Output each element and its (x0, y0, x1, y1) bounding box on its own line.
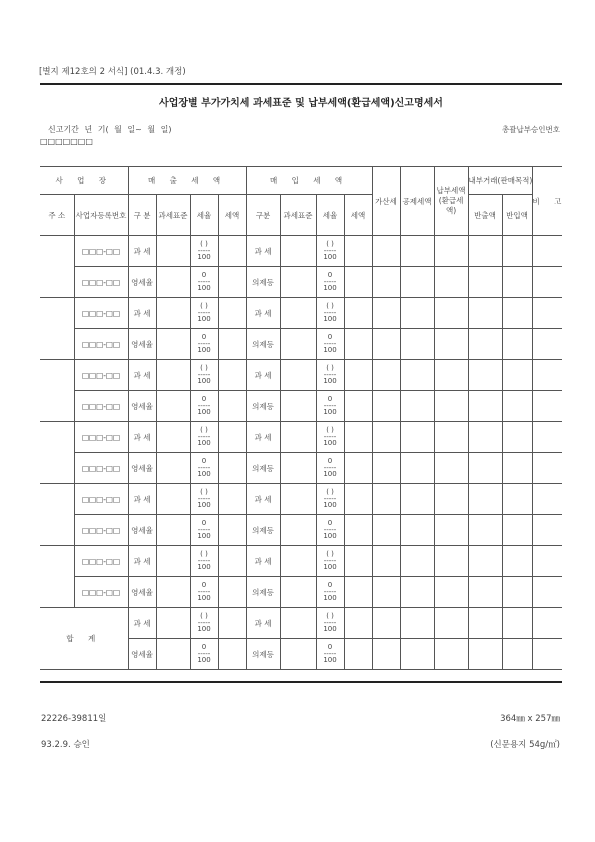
amount-cell-4[interactable] (502, 329, 532, 360)
purchase-tax-amount-input[interactable] (344, 422, 372, 453)
sales-type-label: 과 세 (128, 422, 156, 453)
purchase-tax-amount-input[interactable] (344, 236, 372, 267)
amount-cell-2[interactable] (434, 577, 468, 608)
purchase-tax-base-input[interactable] (280, 391, 316, 422)
total-label: 합 계 (40, 608, 128, 670)
amount-cell-3[interactable] (468, 360, 502, 391)
table-row (40, 298, 562, 329)
amount-cell-3[interactable] (468, 515, 502, 546)
remarks-cell[interactable] (532, 608, 562, 639)
sales-type-label: 과 세 (128, 484, 156, 515)
form-reference: [별지 제12호의 2 서식] (01.4.3. 개정) (39, 67, 186, 77)
purchase-tax-base-input[interactable] (280, 639, 316, 670)
reg-no-field[interactable]: □□□-□□ (74, 298, 128, 329)
table-row (40, 329, 562, 360)
sales-tax-base-input[interactable] (156, 422, 190, 453)
purchase-type-label: 과 세 (246, 422, 280, 453)
purchase-type-label: 의제등 (246, 329, 280, 360)
header-internal: 내부거래(판매목적) (468, 167, 532, 195)
amount-cell-0[interactable] (372, 546, 400, 577)
purchase-tax-base-input[interactable] (280, 546, 316, 577)
sales-rate-cell[interactable]: 0 ----- 100 (190, 329, 218, 360)
sales-type-label: 영세율 (128, 453, 156, 484)
header-payment (434, 167, 468, 236)
amount-cell-2[interactable] (434, 453, 468, 484)
sales-rate-cell[interactable]: ( ) ----- 100 (190, 236, 218, 267)
amount-cell-3[interactable] (468, 608, 502, 639)
purchase-type-label: 과 세 (246, 298, 280, 329)
header-business: 사 업 장 (40, 167, 128, 195)
purchase-tax-base-input[interactable] (280, 360, 316, 391)
sales-type-label: 과 세 (128, 360, 156, 391)
reg-no-field[interactable]: □□□-□□ (74, 422, 128, 453)
purchase-rate-cell[interactable]: ( ) ----- 100 (316, 484, 344, 515)
amount-cell-1[interactable] (400, 329, 434, 360)
header-incoming: 반입액 (502, 195, 532, 236)
amount-cell-1[interactable] (400, 267, 434, 298)
amount-cell-2[interactable] (434, 329, 468, 360)
purchase-rate-cell[interactable]: 0 ----- 100 (316, 391, 344, 422)
sales-tax-amount-input[interactable] (218, 298, 246, 329)
amount-cell-4[interactable] (502, 577, 532, 608)
amount-cell-2[interactable] (434, 639, 468, 670)
purchase-rate-cell[interactable]: ( ) ----- 100 (316, 360, 344, 391)
amount-cell-4[interactable] (502, 298, 532, 329)
table-row (40, 608, 562, 639)
purchase-tax-amount-input[interactable] (344, 577, 372, 608)
purchase-tax-amount-input[interactable] (344, 360, 372, 391)
amount-cell-1[interactable] (400, 484, 434, 515)
purchase-tax-base-input[interactable] (280, 422, 316, 453)
sales-tax-amount-input[interactable] (218, 453, 246, 484)
purchase-tax-amount-input[interactable] (344, 453, 372, 484)
reg-no-field[interactable]: □□□-□□ (74, 515, 128, 546)
amount-cell-0[interactable] (372, 639, 400, 670)
reg-no-field[interactable]: □□□-□□ (74, 391, 128, 422)
sales-tax-base-input[interactable] (156, 236, 190, 267)
sales-rate-cell[interactable]: 0 ----- 100 (190, 391, 218, 422)
header-type: 구 분 (128, 195, 156, 236)
amount-cell-3[interactable] (468, 546, 502, 577)
purchase-tax-base-input[interactable] (280, 267, 316, 298)
purchase-tax-amount-input[interactable] (344, 267, 372, 298)
amount-cell-4[interactable] (502, 391, 532, 422)
purchase-rate-cell[interactable]: ( ) ----- 100 (316, 298, 344, 329)
sales-tax-amount-input[interactable] (218, 484, 246, 515)
remarks-cell[interactable] (532, 391, 562, 422)
sales-tax-base-input[interactable] (156, 298, 190, 329)
amount-cell-4[interactable] (502, 453, 532, 484)
remarks-cell[interactable] (532, 267, 562, 298)
amount-cell-2[interactable] (434, 236, 468, 267)
sales-rate-cell[interactable]: 0 ----- 100 (190, 515, 218, 546)
sales-tax-amount-input[interactable] (218, 329, 246, 360)
purchase-tax-base-input[interactable] (280, 484, 316, 515)
sales-tax-base-input[interactable] (156, 453, 190, 484)
remarks-cell[interactable] (532, 329, 562, 360)
remarks-cell[interactable] (532, 484, 562, 515)
purchase-type-label: 과 세 (246, 546, 280, 577)
amount-cell-0[interactable] (372, 236, 400, 267)
header-sales: 매 출 세 액 (128, 167, 246, 195)
sales-rate-cell[interactable]: 0 ----- 100 (190, 453, 218, 484)
reg-no-field[interactable]: □□□-□□ (74, 484, 128, 515)
amount-cell-3[interactable] (468, 639, 502, 670)
sales-type-label: 영세율 (128, 639, 156, 670)
amount-cell-4[interactable] (502, 484, 532, 515)
remarks-cell[interactable] (532, 577, 562, 608)
remarks-cell[interactable] (532, 546, 562, 577)
sales-tax-base-input[interactable] (156, 360, 190, 391)
reg-no-field[interactable]: □□□-□□ (74, 577, 128, 608)
amount-cell-1[interactable] (400, 236, 434, 267)
amount-cell-0[interactable] (372, 391, 400, 422)
remarks-cell[interactable] (532, 453, 562, 484)
purchase-type-label: 과 세 (246, 608, 280, 639)
purchase-rate-cell[interactable]: 0 ----- 100 (316, 577, 344, 608)
purchase-tax-amount-input[interactable] (344, 515, 372, 546)
table-row (40, 236, 562, 267)
sales-tax-base-input[interactable] (156, 608, 190, 639)
amount-cell-4[interactable] (502, 236, 532, 267)
purchase-type-label: 과 세 (246, 236, 280, 267)
sales-type-label: 과 세 (128, 546, 156, 577)
table-row (40, 422, 562, 453)
amount-cell-3[interactable] (468, 236, 502, 267)
purchase-tax-base-input[interactable] (280, 236, 316, 267)
table-row (40, 360, 562, 391)
amount-cell-2[interactable] (434, 422, 468, 453)
reg-no-field[interactable]: □□□-□□ (74, 267, 128, 298)
header-purchase: 매 입 세 액 (246, 167, 372, 195)
table-row (40, 453, 562, 484)
sales-rate-cell[interactable]: 0 ----- 100 (190, 267, 218, 298)
purchase-rate-cell[interactable]: ( ) ----- 100 (316, 422, 344, 453)
purchase-rate-cell[interactable]: 0 ----- 100 (316, 639, 344, 670)
amount-cell-4[interactable] (502, 515, 532, 546)
sales-tax-base-input[interactable] (156, 546, 190, 577)
paper-spec: (신문용지 54g/㎡) (490, 740, 560, 750)
amount-cell-2[interactable] (434, 267, 468, 298)
purchase-tax-amount-input[interactable] (344, 639, 372, 670)
amount-cell-4[interactable] (502, 360, 532, 391)
address-cell[interactable] (40, 360, 74, 422)
sales-tax-amount-input[interactable] (218, 639, 246, 670)
sales-rate-cell[interactable]: 0 ----- 100 (190, 577, 218, 608)
remarks-cell[interactable] (532, 639, 562, 670)
sales-type-label: 과 세 (128, 298, 156, 329)
header-rate-2: 세율 (316, 195, 344, 236)
sales-tax-base-input[interactable] (156, 329, 190, 360)
sales-tax-amount-input[interactable] (218, 267, 246, 298)
amount-cell-4[interactable] (502, 267, 532, 298)
header-payment-line: (환급세액) (438, 196, 464, 215)
purchase-tax-amount-input[interactable] (344, 608, 372, 639)
table-row (40, 484, 562, 515)
header-address: 주 소 (40, 195, 74, 236)
form-size: 364㎜ x 257㎜ (500, 714, 560, 724)
report-period: 신고기간 년 기( 월 일~ 월 일) (48, 125, 172, 134)
reg-no-field[interactable]: □□□-□□ (74, 546, 128, 577)
purchase-tax-amount-input[interactable] (344, 391, 372, 422)
amount-cell-0[interactable] (372, 298, 400, 329)
amount-cell-1[interactable] (400, 391, 434, 422)
address-cell[interactable] (40, 236, 74, 298)
table-row (40, 267, 562, 298)
sales-rate-cell[interactable]: ( ) ----- 100 (190, 422, 218, 453)
purchase-tax-base-input[interactable] (280, 608, 316, 639)
header-remarks: 비 고 (532, 167, 562, 236)
form-title: 사업장별 부가가치세 과세표준 및 납부세액(환급세액)신고명세서 (159, 98, 443, 109)
amount-cell-3[interactable] (468, 484, 502, 515)
sales-tax-amount-input[interactable] (218, 546, 246, 577)
amount-cell-4[interactable] (502, 639, 532, 670)
amount-cell-1[interactable] (400, 422, 434, 453)
amount-cell-1[interactable] (400, 453, 434, 484)
header-rate: 세율 (190, 195, 218, 236)
amount-cell-1[interactable] (400, 577, 434, 608)
amount-cell-1[interactable] (400, 515, 434, 546)
sales-tax-base-input[interactable] (156, 484, 190, 515)
sales-rate-cell[interactable]: ( ) ----- 100 (190, 360, 218, 391)
header-type-2: 구분 (246, 195, 280, 236)
amount-cell-3[interactable] (468, 391, 502, 422)
purchase-type-label: 의제등 (246, 515, 280, 546)
purchase-tax-amount-input[interactable] (344, 546, 372, 577)
amount-cell-1[interactable] (400, 546, 434, 577)
address-cell[interactable] (40, 422, 74, 484)
header-tax-base-2: 과세표준 (280, 195, 316, 236)
sales-tax-amount-input[interactable] (218, 608, 246, 639)
sales-tax-amount-input[interactable] (218, 360, 246, 391)
sales-tax-base-input[interactable] (156, 391, 190, 422)
approval-date: 93.2.9. 승인 (41, 740, 90, 750)
reg-no-field[interactable]: □□□-□□ (74, 360, 128, 391)
sales-tax-amount-input[interactable] (218, 422, 246, 453)
purchase-tax-base-input[interactable] (280, 329, 316, 360)
purchase-rate-cell[interactable]: 0 ----- 100 (316, 515, 344, 546)
sales-rate-cell[interactable]: ( ) ----- 100 (190, 546, 218, 577)
amount-cell-0[interactable] (372, 484, 400, 515)
amount-cell-1[interactable] (400, 608, 434, 639)
amount-cell-1[interactable] (400, 360, 434, 391)
table-row (40, 546, 562, 577)
remarks-cell[interactable] (532, 298, 562, 329)
remarks-cell[interactable] (532, 360, 562, 391)
purchase-rate-cell[interactable]: 0 ----- 100 (316, 267, 344, 298)
purchase-rate-cell[interactable]: 0 ----- 100 (316, 453, 344, 484)
amount-cell-4[interactable] (502, 608, 532, 639)
address-cell[interactable] (40, 484, 74, 546)
reg-no-field[interactable]: □□□-□□ (74, 329, 128, 360)
purchase-rate-cell[interactable]: 0 ----- 100 (316, 329, 344, 360)
amount-cell-0[interactable] (372, 608, 400, 639)
sales-type-label: 과 세 (128, 236, 156, 267)
amount-cell-3[interactable] (468, 422, 502, 453)
table-row (40, 391, 562, 422)
purchase-tax-base-input[interactable] (280, 577, 316, 608)
remarks-cell[interactable] (532, 422, 562, 453)
amount-cell-0[interactable] (372, 515, 400, 546)
amount-cell-3[interactable] (468, 453, 502, 484)
amount-cell-0[interactable] (372, 267, 400, 298)
sales-tax-base-input[interactable] (156, 267, 190, 298)
sales-rate-cell[interactable]: ( ) ----- 100 (190, 608, 218, 639)
amount-cell-0[interactable] (372, 577, 400, 608)
header-tax-amount: 세액 (218, 195, 246, 236)
approval-number-boxes[interactable]: □□□□□□□ (40, 137, 93, 146)
amount-cell-3[interactable] (468, 329, 502, 360)
amount-cell-3[interactable] (468, 577, 502, 608)
purchase-type-label: 의제등 (246, 639, 280, 670)
purchase-type-label: 의제등 (246, 267, 280, 298)
amount-cell-3[interactable] (468, 267, 502, 298)
purchase-type-label: 의제등 (246, 391, 280, 422)
purchase-tax-base-input[interactable] (280, 453, 316, 484)
declaration-table (40, 166, 568, 670)
sales-tax-base-input[interactable] (156, 577, 190, 608)
remarks-cell[interactable] (532, 236, 562, 267)
remarks-cell[interactable] (532, 515, 562, 546)
amount-cell-4[interactable] (502, 546, 532, 577)
amount-cell-2[interactable] (434, 546, 468, 577)
amount-cell-0[interactable] (372, 360, 400, 391)
header-deduction: 공제세액 (400, 167, 434, 236)
purchase-tax-amount-input[interactable] (344, 329, 372, 360)
address-cell[interactable] (40, 546, 74, 608)
header-tax-amount-2: 세액 (344, 195, 372, 236)
amount-cell-2[interactable] (434, 360, 468, 391)
table-row (40, 577, 562, 608)
sales-tax-amount-input[interactable] (218, 515, 246, 546)
amount-cell-0[interactable] (372, 453, 400, 484)
amount-cell-2[interactable] (434, 608, 468, 639)
sales-tax-amount-input[interactable] (218, 236, 246, 267)
amount-cell-0[interactable] (372, 329, 400, 360)
sales-tax-base-input[interactable] (156, 639, 190, 670)
purchase-type-label: 과 세 (246, 484, 280, 515)
purchase-type-label: 의제등 (246, 577, 280, 608)
sales-rate-cell[interactable]: ( ) ----- 100 (190, 298, 218, 329)
reg-no-field[interactable]: □□□-□□ (74, 453, 128, 484)
purchase-tax-amount-input[interactable] (344, 298, 372, 329)
header-tax-base: 과세표준 (156, 195, 190, 236)
form-code: 22226-39811일 (41, 714, 107, 724)
approval-number-label: 총괄납부승인번호 (502, 125, 560, 134)
amount-cell-0[interactable] (372, 422, 400, 453)
purchase-rate-cell[interactable]: ( ) ----- 100 (316, 236, 344, 267)
sales-tax-base-input[interactable] (156, 515, 190, 546)
amount-cell-2[interactable] (434, 515, 468, 546)
sales-type-label: 영세율 (128, 329, 156, 360)
header-payment-line: 납부세액 (436, 186, 466, 195)
sales-type-label: 영세율 (128, 515, 156, 546)
table-row (40, 515, 562, 546)
amount-cell-1[interactable] (400, 639, 434, 670)
amount-cell-3[interactable] (468, 298, 502, 329)
purchase-type-label: 의제등 (246, 453, 280, 484)
sales-type-label: 영세율 (128, 267, 156, 298)
sales-type-label: 영세율 (128, 577, 156, 608)
address-cell[interactable] (40, 298, 74, 360)
amount-cell-1[interactable] (400, 298, 434, 329)
purchase-type-label: 과 세 (246, 360, 280, 391)
sales-rate-cell[interactable]: ( ) ----- 100 (190, 484, 218, 515)
sales-type-label: 영세율 (128, 391, 156, 422)
sales-tax-amount-input[interactable] (218, 577, 246, 608)
purchase-rate-cell[interactable]: ( ) ----- 100 (316, 608, 344, 639)
header-outgoing: 반출액 (468, 195, 502, 236)
purchase-tax-base-input[interactable] (280, 298, 316, 329)
header-surcharge: 가산세 (372, 167, 400, 236)
amount-cell-2[interactable] (434, 484, 468, 515)
amount-cell-2[interactable] (434, 391, 468, 422)
reg-no-field[interactable]: □□□-□□ (74, 236, 128, 267)
sales-tax-amount-input[interactable] (218, 391, 246, 422)
sales-rate-cell[interactable]: 0 ----- 100 (190, 639, 218, 670)
sales-type-label: 과 세 (128, 608, 156, 639)
purchase-tax-amount-input[interactable] (344, 484, 372, 515)
amount-cell-4[interactable] (502, 422, 532, 453)
amount-cell-2[interactable] (434, 298, 468, 329)
purchase-rate-cell[interactable]: ( ) ----- 100 (316, 546, 344, 577)
header-reg-no: 사업자등록번호 (74, 195, 128, 236)
purchase-tax-base-input[interactable] (280, 515, 316, 546)
